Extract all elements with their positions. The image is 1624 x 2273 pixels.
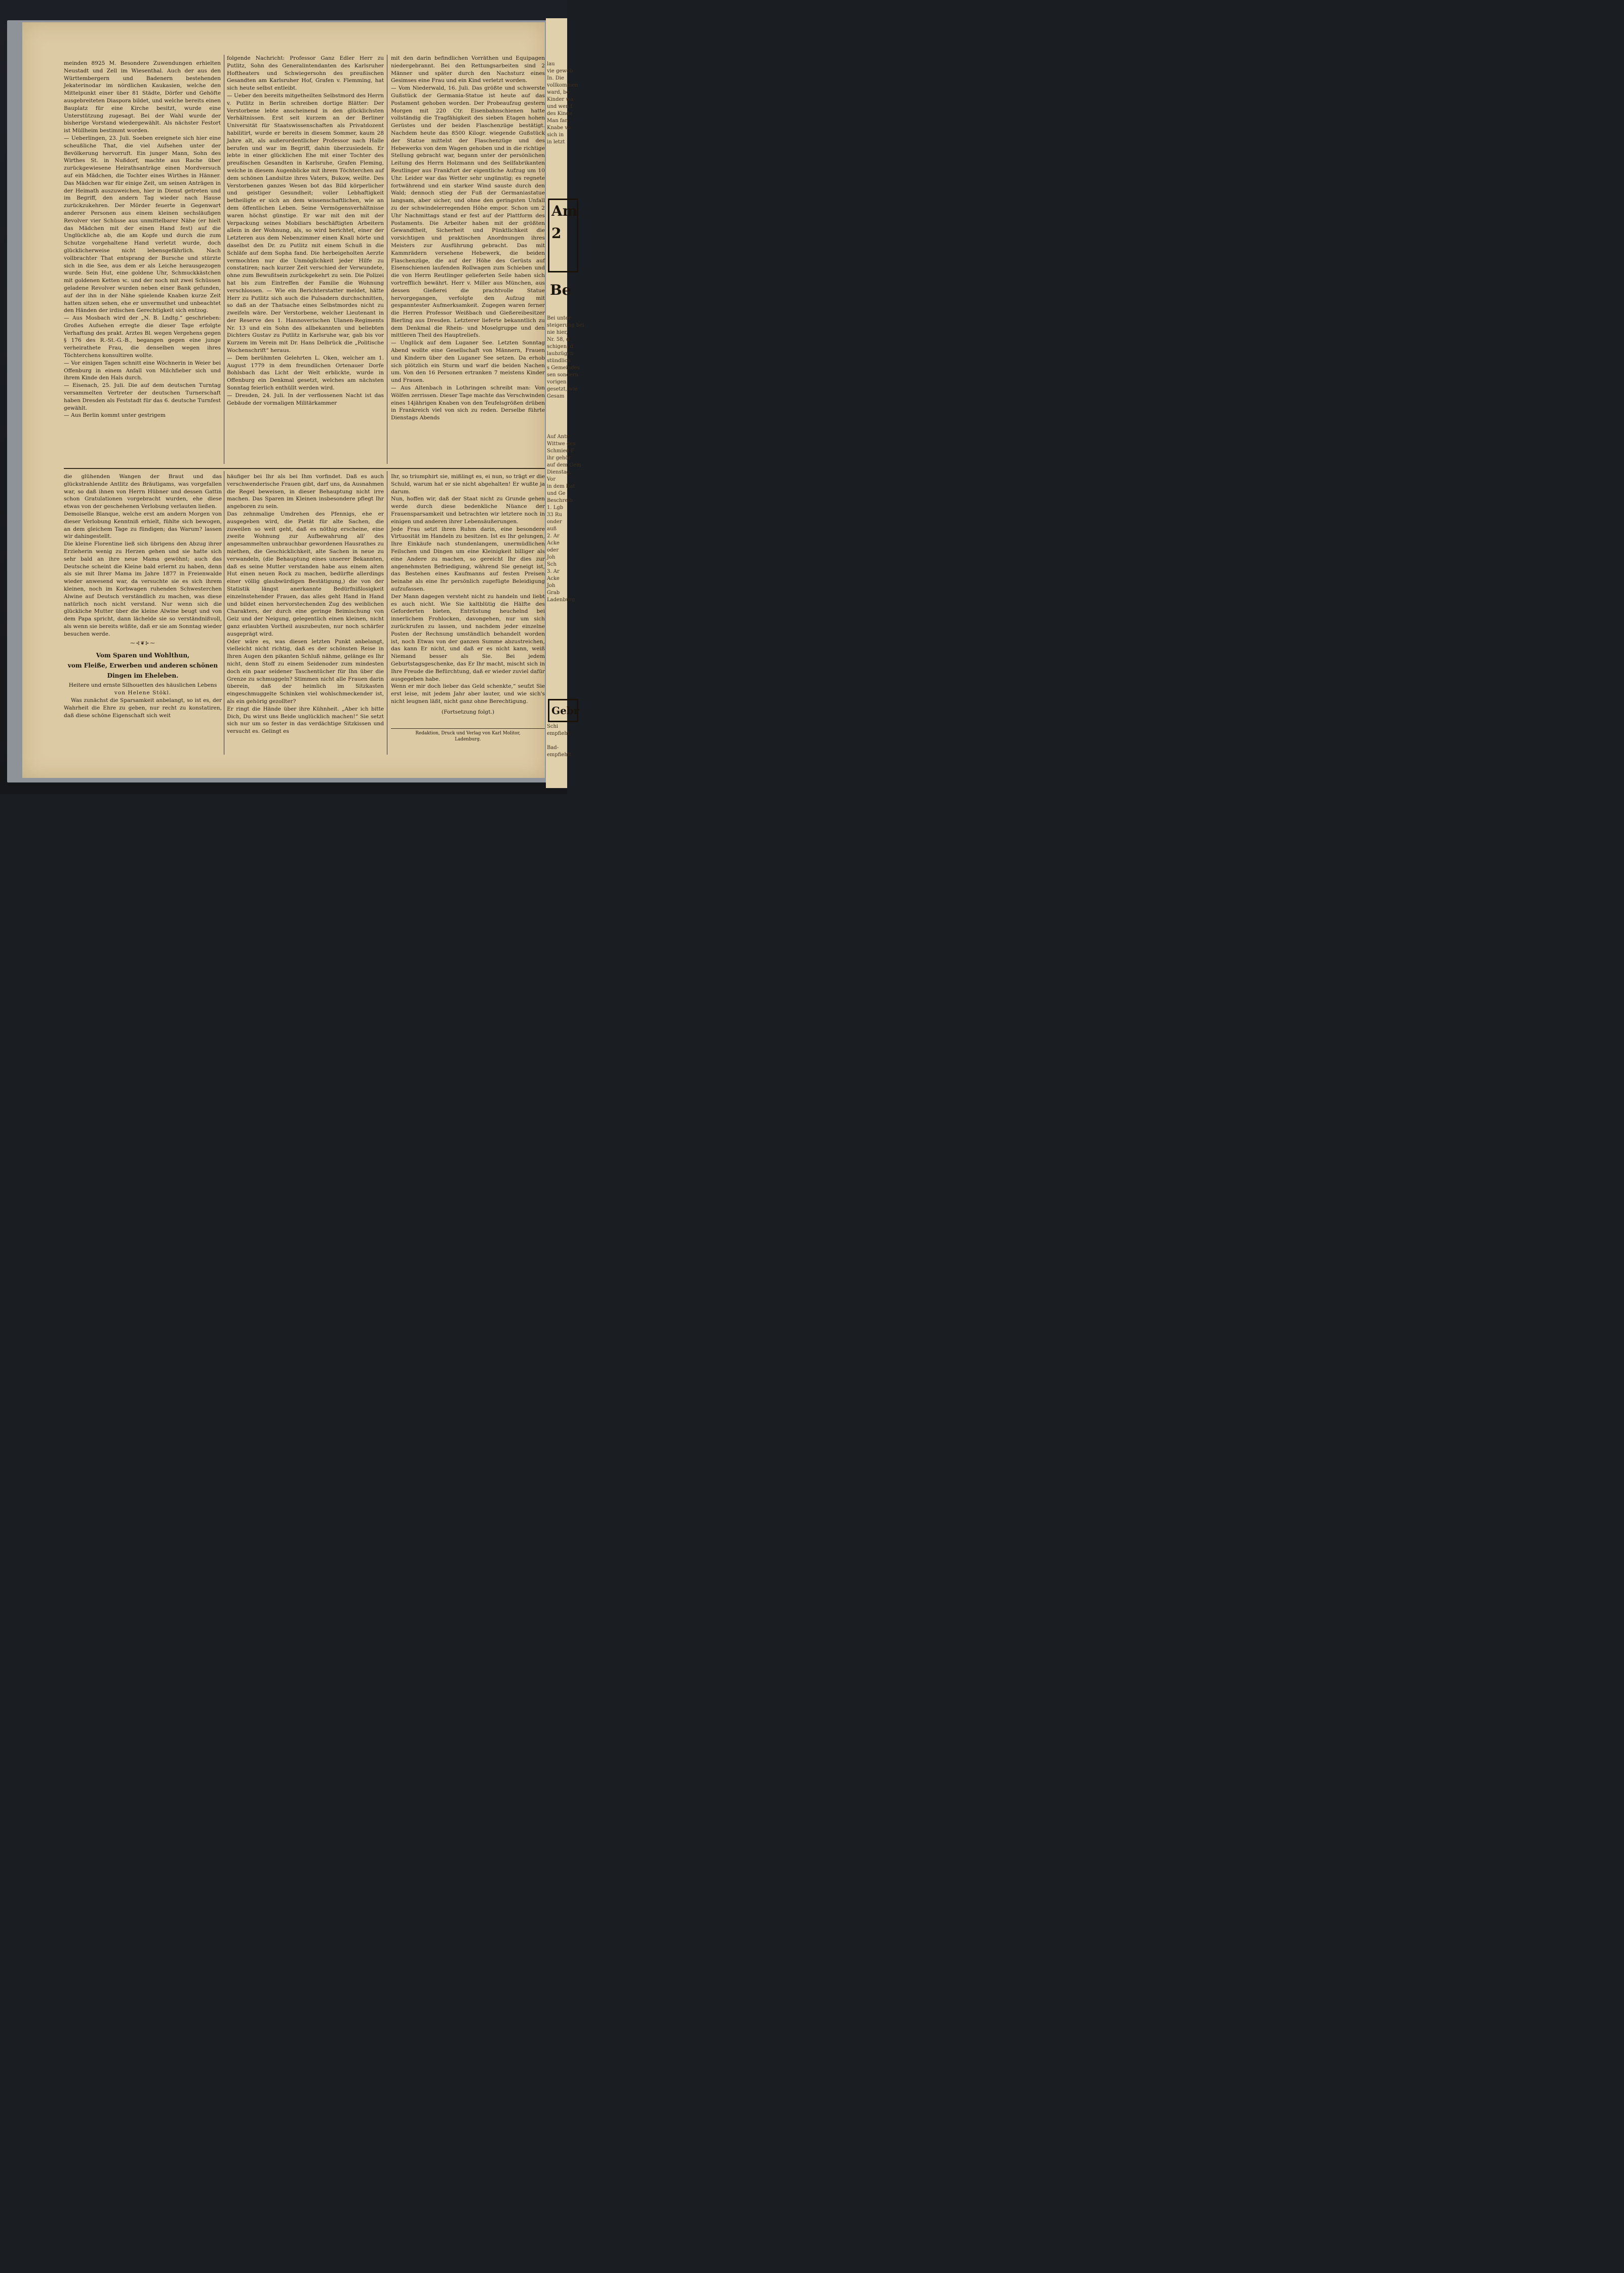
adjacent-page-text-top: lau vie gewob In. Die vollkommen ward, be Kinder wa und wen f des Kinde Man fan Knabe vo sich in in letzt — [547, 61, 578, 145]
adjacent-page-text-middle: Bei unter steigerung bei nie hier, Nr. 58, d schigen, d laubzügen stündlich s Gemeindes sen sondern vorigen gesetzt, wie Gesam — [547, 316, 584, 399]
imprint-line-2: Ladenburg. — [455, 737, 481, 742]
feuilleton-author: von Helene Stökl. — [114, 690, 172, 696]
lower-column-1-text: die glühenden Wangen der Braut und das glückstrahlende Antlitz des Bräutigams, was vorgefallen war, so daß ihnen von Herrn Hübner und dessen Gattin schon Gratulationen vorgebracht wurden, ehe diese etwas von der geschehenen Verlobung verlauten ließen. Demoiselle Blanque, welche erst am andern Morgen von dieser Verlobung Kenntniß erhielt, fühlte sich bewogen, an dem gleichem Tage zu fündigen; das Warum? lassen wir dahingestellt. Die kleine Florentine ließ sich übrigens den Abzug ihrer Erzieherin wenig zu Herzen gehen und sie hatte sich sehr bald an ihre neue Mama gewöhnt; auch das Deutsche scheint die Kleine bald erlernt zu haben, denn als sie mit Ihrer Mama im Jahre 1877 in Freienwalde wieder anwesend war, da versuchte sie es sich ihrem kleinen, noch im Korbwagen ruhenden Schwesterchen Alwine auf Deutsch verständlich zu machen, was diese natürlich noch nicht verstand. Nur wenn sich die glückliche Mutter über die kleine Alwine beugt und von dem Papa spricht, dann lächelde sie so verständnißvoll, als wenn sie bereits wüßte, daß er sie am Sonntag wieder besuchen werde. — [64, 474, 222, 637]
section-divider — [64, 468, 545, 469]
ornament-divider: ⁓⊰❦⊱⁓ — [130, 640, 156, 646]
adjacent-page-advert-heading: Be — [550, 282, 571, 298]
lower-column-1 — [64, 473, 222, 777]
feuilleton-title-3: Dingen im Eheleben. — [107, 672, 179, 680]
upper-column-2: folgende Nachricht: Professor Ganz Edler Herr zu Putlitz, Sohn des Generalintendanten des Karlsruher Hoftheaters und Schwiegersohn des preußischen Gesandten am Karlsruher Hof, Grafen v. Flemming, hat sich heute selbst entleibt. — Ueber den bereits mitgetheilten Selbstmord des Herrn v. Putlitz in Berlin schreiben dortige Blätter: Der Verstorbene lebte anscheinend in den glücklichsten Verhältnissen. Erst seit kurzem an der Berliner Universität für Staatswissenschaften als Privatdozent habilitirt, wurde er bereits in diesem Sommer, kaum 28 Jahre alt, als außerordentlicher Professor nach Halle berufen und war im Begriff, dahin überzusiedeln. Er lebte in einer glücklichen Ehe mit einer Tochter des preußischen Gesandten in Karlsruhe, Grafen Fleming, welche in diesem Augenblicke mit ihrem Töchterchen auf dem schönen Landsitze ihres Vaters, Bukow, weilte. Des Verstorbenen ganzes Wesen bot das Bild körperlicher und geistiger Gesundheit; voller Lebhaftigkeit betheiligte er sich an dem wissenschaftlichen, wie an dem öffentlichen Leben. Seine Vermögensverhältnisse waren höchst günstige. Er war mit den mit der Verpackung seines Mobiliars beschäftigten Arbeitern allein in der Wohnung, als, so wird berichtet, einer der Letzteren aus dem Nebenzimmer einen Knall hörte und daselbst den Dr. zu Putlitz mit einem Schuß in die Schläfe auf dem Sopha fand. Die herbeigeholten Aerzte vermochten nur die Unmöglichkeit jeder Hilfe zu constatiren; nach kurzer Zeit verschied der Verwundete, ohne zum Bewußtsein zurückgekehrt zu sein. Die Polizei hat bis zum Eintreffen der Familie die Wohnung verschlossen. — Wie ein Berichterstatter meldet, hätte Herr zu Putlitz sich auch die Pulsadern durchschnitten, so daß an der Thatsache eines Selbstmordes nicht zu zweifeln wäre. Der Verstorbene, welcher Lieutenant in der Reserve des 1. Hannoverischen Ulanen-Regiments Nr. 13 und ein Sohn des allbekannten und beliebten Dichters Gustav zu Putlitz in Karlsruhe war, gab bis vor Kurzem im Verein mit Dr. Hans Delbrück die „Politische Wochenschrift“ heraus. — Dem berühmten Gelehrten L. Oken, welcher am 1. August 1779 in dem freundlichen Ortenauer Dorfe Bohlsbach das Licht der Welt erblickte, wurde in Offenburg ein Denkmal gesetzt, welches am nächsten Sonntag feierlich enthüllt werden wird. — Dresden, 24. Juli. In der verflossenen Nacht ist das Gebäude der vormaligen Militärkammer — [227, 55, 384, 406]
adjacent-page-advert-box: Am 2 — [548, 199, 578, 272]
adjacent-page-edge — [546, 18, 584, 788]
continued-note: (Fortsetzung folgt.) — [441, 709, 495, 715]
lower-column-3-text: Ihr, so triumphirt sie, mißlingt es, ei nun, so trägt er die Schuld, warum hat er sie nicht abgehalten! Er wußte ja darum. Nun, hoffen wir, daß der Staat nicht zu Grunde gehen werde durch diese bedenkliche Nüance der Frauensparsamkeit und betrachten wir letztere noch in einigen und anderen ihrer Lebensäußerungen. Jede Frau setzt ihren Ruhm darin, eine besondere Virtuosität im Handeln zu besitzen. Ist es Ihr gelungen, Ihre Einkäufe nach stundenlangem, unermüdlichen Feilschen und Dingen um eine Kleinigkeit billiger als eine Andere zu machen, so gereicht Ihr dies zur angenehmsten Befriedigung, während Sie geneigt ist, das Bestehen eines Kaufmanns auf festen Preisen beinahe als eine Ihr persönlich zugefügte Beleidigung aufzufassen. Der Mann dagegen versteht nicht zu handeln und liebt es auch nicht. Wie Sie kaltblütig die Hälfte des Geforderten bieten, Entrüstung heuchelnd bei innerlichem Frohlocken, davongehen, nur um sich zurückrufen zu lassen, und nachdem jeder einzelne Posten der Rechnung umständlich behandelt worden ist, noch Etwas von der ganzen Summe abzustreichen, das kann Er nicht, und daß er es nicht kann, weiß Niemand besser als Sie. Bei jedem Geburtstagsgeschenke, das Er Ihr macht, mischt sich in Ihre Freude die Befürchtung, daß er wieder zuviel dafür ausgegeben habe. Wenn er mir doch lieber das Geld schenkte,“ seufzt Sie erst leise, mit jedem Jahr aber lauter, und wie sich's nicht leugnen läßt, nicht ganz ohne Berechtigung. — [391, 474, 545, 704]
adjacent-page-text-bottom: Schi empfiehl Bad- empfiehlt — [547, 724, 572, 758]
feuilleton-subtitle: Heitere und ernste Silhouetten des häuslichen Lebens — [68, 682, 217, 689]
upper-column-1: meinden 8925 M. Besondere Zuwendungen erhielten Neustadt und Zell im Wiesenthal. Auch der aus den Württembergern und Badenern bestehenden Jekaterinodar im nördlichen Kaukasien, welche den Mittelpunkt einer über 81 Städte, Dörfer und Gehöfte ausgebreiteten Diaspora bildet, und welche bereits einen Bauplatz für eine Kirche besitzt, wurde eine Unterstützung zugesagt. Bei der Wahl wurde der bisherige Vorstand wiedergewählt. Als nächster Festort ist Müllheim bestimmt worden. — Ueberlingen, 23. Juli. Soeben ereignete sich hier eine scheußliche That, die viel Aufsehen unter der Bevölkerung hervorruft. Ein junger Mann, Sohn des Wirthes St. in Nußdorf, machte aus Rache über zurückgewiesene Heirathsanträge einen Mordversuch auf ein Mädchen, die Tochter eines Wirthes in Hänner. Das Mädchen war für einige Zeit, um seinen Anträgen in der Heimath auszuweichen, hier in Dienst getreten und im Begriff, den andern Tag wieder nach Hause zurückzukehren. Der Mörder feuerte in Gegenwart anderer Personen aus einem kleinen sechsläufigen Revolver vier Schüsse aus unmittelbarer Nähe (er hielt das Mädchen mit der einen Hand fest) auf die Unglückliche ab, die am Kopfe und durch die zum Schutze vorgehaltene Hand verletzt wurde, doch glücklicherweise nicht lebensgefährlich. Nach vollbrachter That entsprang der Bursche und stürzte sich in die See, aus dem er als Leiche herausgezogen wurde. Sein Hut, eine goldene Uhr, Schmuckkästchen mit goldenen Ketten ꝛc. und der noch mit zwei Schüssen geladene Revolver wurden neben einer Bank gefunden, auf der ihn in der Nähe spielende Knaben kurze Zeit hatten sitzen sehen, ehe er unvermuthet und unbeachtet den Händen der irdischen Gerechtigkeit sich entzog. — Aus Mosbach wird der „N. B. Lndtg.“ geschrieben: Großes Aufsehen erregte die dieser Tage erfolgte Verhaftung des prakt. Arztes Bl. wegen Vergehens gegen § 176 des R.-St.-G.-B., begangen gegen eine junge verheirathete Frau, die denselben wegen ihres Töchterchens konsultiren wollte. — Vor einigen Tagen schnitt eine Wöchnerin in Weier bei Offenburg in einem Anfall von Milchfieber sich und ihrem Kinde den Hals durch. — Eisenach, 25. Juli. Die auf dem deutschen Turntag versammelten Vertreter der deutschen Turnerschaft haben Dresden als Feststadt für das 6. deutsche Turnfest gewählt. — Aus Berlin kommt unter gestrigem — [64, 60, 221, 419]
adjacent-page-text-lower: Auf Antr Wittwe des Schmied F ihr gehör auf dem Gem Dienstag, Vor in dem Rat und Ge Beschreib 1. Lgb 33 Ru onder auß 2. Ar Acke oder Joh Sch 3. Ar Acke Joh Grab Ladenburg — [547, 434, 581, 603]
adjacent-page-advert-box-2: Gebr — [548, 699, 578, 722]
newspaper-page — [22, 22, 545, 778]
feuilleton-title-2: vom Fleiße, Erwerben und anderen schönen — [67, 662, 218, 670]
lower-column-2: häufiger bei Ihr als bei Ihm vorfindet. Daß es auch verschwenderische Frauen gibt, darf uns, da Ausnahmen die Regel beweisen, in dieser Behauptung nicht irre machen. Das Sparen im Kleinen insbesondere pflegt Ihr angeboren zu sein. Das zehnmalige Umdrehen des Pfennigs, ehe er ausgegeben wird, die Pietät für alte Sachen, die zuweilen so weit geht, daß es nöthig erscheine, eine zweite Wohnung zur Aufbewahrung all' des angesammelten unbrauchbar gewordenen Hausrathes zu miethen, die Geschicklichkeit, alte Sachen in neue zu verwandeln, (die Behauptung eines unserer Bekannten, daß es seine Mutter verstanden habe aus einem alten Hut einen neuen Rock zu machen, bedürfte allerdings einer völlig glaubwürdigen Bestätigung,) die von der Statistik längst anerkannte Bedürfnißlosigkeit einzelnstehender Frauen, das alles geht Hand in Hand und bildet einen hervorstechenden Zug des weiblichen Charakters, der durch eine geringe Beimischung von Geiz und der Neigung, gelegentlich einen kleinen, nicht ganz erlaubten Vortheil auszubeuten, nur noch schärfer ausgeprägt wird. Oder wäre es, was diesen letzten Punkt anbelangt, vielleicht nicht richtig, daß es der schönsten Reise in Ihren Augen den pikanten Schluß nähme, gelänge es Ihr nicht, denn Stoff zu einem Seidenoder zum mindesten doch ein paar seidener Taschentücher für Ihn über die Grenze zu schmuggeln? Stimmen nicht alle Frauen darin überein, daß der heimlich im Sitzkasten eingeschmuggelte Schinken viel wohlschmeckender ist, als ein gehörig gezollter? Er ringt die Hände über ihre Kühnheit. „Aber ich bitte Dich, Du wirst uns Beide unglücklich machen!“ Sie setzt sich nur um so fester in das verdächtige Sitzkissen und versucht es. Gelingt es — [227, 474, 384, 735]
upper-column-3: mit den darin befindlichen Vorräthen und Equipagen niedergebrannt. Bei den Rettungsarbeiten sind 2 Männer und später durch den Nachsturz eines Gesimses eine Frau und ein Kind verletzt worden. — Vom Niederwald, 16. Juli. Das größte und schwerste Gußstück der Germania-Statue ist heute auf das Postament gehoben worden. Der Probeaufzug gestern Morgen mit 220 Ctr. Eisenbahnschienen hatte vollständig die Tragfähigkeit des sieben Etagen hohen Gerüstes und der beiden Flaschenzüge bestätigt. Nachdem heute das 8500 Kilogr. wiegende Gußstück der Statue mittelst der Flaschenzüge und des Hebewerks von dem Wagen gehoben und in die richtige Stellung gebracht war, begann unter der persönlichen Leitung des Herrn Holzmann und des Seilfabrikanten Reutlinger aus Frankfurt der eigentliche Aufzug um 10 Uhr. Leider war das Wetter sehr ungünstig; es regnete fortwährend und ein starker Wind sauste durch den Wald; dennoch stieg der Fuß der Germaniastatue langsam, aber sicher, und ohne den geringsten Unfall zu der schwindelerregenden Höhe empor. Schon um 2 Uhr Nachmittags stand er fest auf der Plattform des Postaments. Die Arbeiter haben mit der größten Gewandtheit, Sicherheit und Pünktlichkeit die vorsichtigen und praktischen Anordnungen ihres Meisters zur Ausführung gebracht. Das mit Kammrädern versehene Hebewerk, die beiden Flaschenzüge, die auf der Höhe des Gerüsts auf Eisenschienen laufenden Rollwagen zum Schieben und die von Herrn Reutlinger gelieferten Seile haben sich vortrefflich bewährt. Herr v. Miller aus München, aus dessen Gießerei die prachtvolle Statue hervorgegangen, verfolgte den Aufzug mit gespanntester Aufmerksamkeit. Zugegen waren ferner die Herren Professor Weißbach und Gießereibesitzer Bierling aus Dresden. Letzterer lieferte bekanntlich zu dem Denkmal die Rhein- und Moselgruppe und den mittleren Theil des Hauptreliefs. — Unglück auf dem Luganer See. Letzten Sonntag Abend wollte eine Gesellschaft von Männern, Frauen und Kindern über den Luganer See setzen. Da erhob sich plötzlich ein Sturm und warf die beiden Nachen um. Von den 16 Personen ertranken 7 meistens Kinder und Frauen. — Aus Altenbach in Lothringen schreibt man: Von Wölfen zerrissen. Dieser Tage machte das Verschwinden eines 14jährigen Knaben von den Teufelsgrößen drüben in Frankreich viel von sich zu reden. Derselbe führte Dienstags Abends — [391, 55, 545, 421]
imprint-line-1: Redaktion, Druck und Verlag von Karl Molitor, — [415, 731, 521, 736]
imprint-rule — [391, 728, 545, 729]
lower-column-3 — [391, 473, 545, 726]
feuilleton-title-1: Vom Sparen und Wohlthun, — [96, 652, 190, 659]
feuilleton-opening: Was zunächst die Sparsamkeit anbelangt, so ist es, der Wahrheit die Ehre zu geben, nur recht zu konstatiren, daß diese schöne Eigenschaft sich weit — [64, 697, 222, 719]
